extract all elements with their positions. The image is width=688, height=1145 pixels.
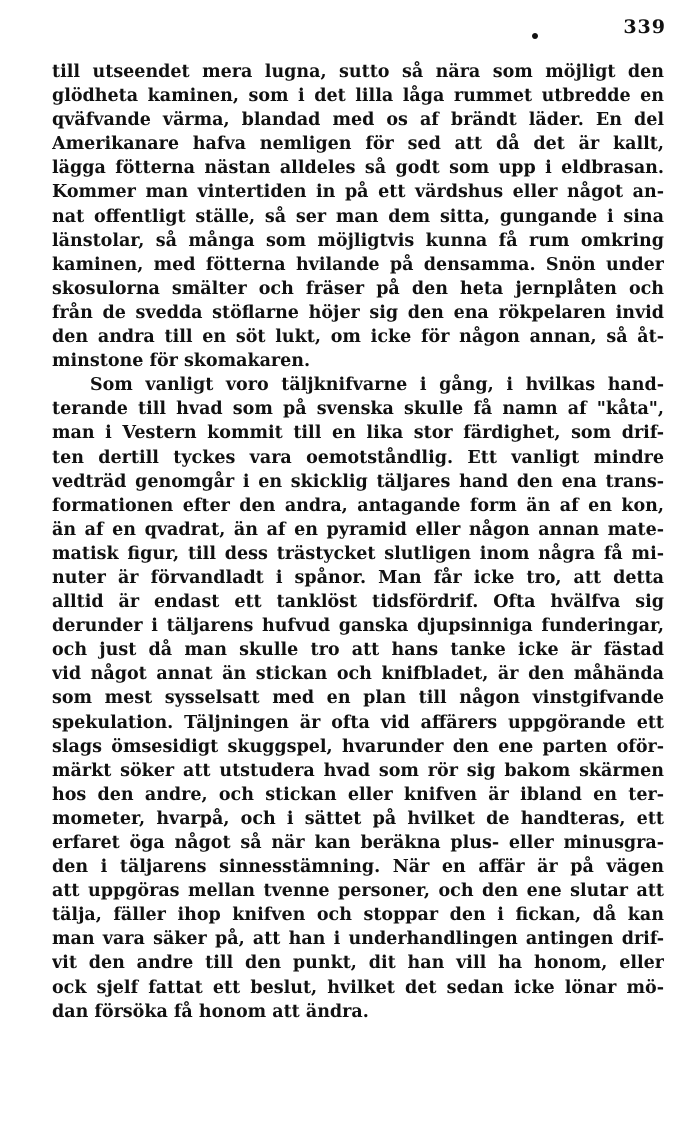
text-line: Kommer man vintertiden in på ett värdshus eller något an-: [52, 182, 664, 203]
text-line: man i Vestern kommit till en lika stor färdighet, som drif-: [52, 423, 664, 444]
text-line: mometer, hvarpå, och i sättet på hvilket de handteras, ett: [52, 808, 664, 829]
page-header: [54, 16, 666, 46]
text-line: hos den andre, och stickan eller knifven är ibland en ter-: [52, 784, 664, 805]
text-line: att uppgöras mellan tvenne personer, och den ene slutar att: [52, 881, 664, 902]
text-line: spekulation. Täljningen är ofta vid affärers uppgörande ett: [52, 712, 664, 733]
text-line: alltid är endast ett tanklöst tidsfördrif. Ofta hvälfva sig: [52, 592, 664, 613]
text-line: matisk figur, till dess trästycket slutligen inom några få mi-: [52, 543, 664, 564]
text-line: nuter är förvandladt i spånor. Man får icke tro, att detta: [52, 567, 664, 588]
text-line: ten dertill tyckes vara oemotståndlig. Ett vanligt mindre: [52, 447, 664, 468]
text-line: från de svedda stöflarne höjer sig den ena rökpelaren invid: [52, 302, 664, 323]
text-line: som mest sysselsatt med en plan till någon vinstgifvande: [52, 688, 664, 709]
text-line: nat offentligt ställe, så ser man dem sitta, gungande i sina: [52, 206, 664, 227]
text-line: terande till hvad som på svenska skulle få namn af "kåta",: [52, 399, 664, 420]
text-line: glödheta kaminen, som i det lilla låga rummet utbredde en: [52, 86, 664, 107]
text-line: man vara säker på, att han i underhandlingen antingen drif-: [52, 929, 664, 950]
text-line: erfaret öga något så när kan beräkna plus- eller minusgra-: [52, 833, 664, 853]
text-line: vid något annat än stickan och knifbladet, är den måhända: [52, 664, 664, 685]
body-text: [52, 60, 664, 1024]
text-line: vedträd genomgår i en skicklig täljares hand den ena trans-: [52, 471, 664, 492]
text-line: qväfvande värma, blandad med os af brändt läder. En del: [52, 110, 664, 131]
text-line: derunder i täljarens hufvud ganska djupsinniga funderingar,: [52, 616, 664, 637]
page-number: 339: [623, 16, 666, 38]
text-line: tälja, fäller ihop knifven och stoppar den i fickan, då kan: [52, 905, 664, 926]
text-line: lägga fötterna nästan alldeles så godt som upp i eldbrasan.: [52, 158, 664, 179]
text-line: Som vanligt voro täljknifvarne i gång, i hvilkas hand-: [90, 375, 664, 396]
text-line: minstone för skomakaren.: [52, 351, 311, 372]
text-line: dan försöka få honom att ändra.: [52, 1001, 369, 1022]
text-line: märkt söker att utstudera hvad som rör sig bakom skärmen: [52, 760, 664, 781]
text-line: skosulorna smälter och fräser på den heta jernplåten och: [52, 278, 664, 299]
text-line: Amerikanare hafva nemligen för sed att då det är kallt,: [52, 134, 664, 155]
text-line: vit den andre till den punkt, dit han vill ha honom, eller: [52, 953, 664, 974]
text-line: den i täljarens sinnesstämning. När en affär är på vägen: [52, 857, 664, 878]
text-line: ock sjelf fattat ett beslut, hvilket det sedan icke lönar mö-: [52, 977, 664, 998]
text-line: till utseendet mera lugna, sutto så nära som möjligt den: [52, 62, 664, 82]
ink-dot: [532, 33, 538, 39]
text-line: än af en qvadrat, än af en pyramid eller någon annan mate-: [52, 519, 664, 540]
text-line: slags ömsesidigt skuggspel, hvarunder den ene parten oför-: [52, 736, 664, 757]
text-line: kaminen, med fötterna hvilande på densamma. Snön under: [52, 254, 664, 275]
text-line: formationen efter den andra, antagande form än af en kon,: [52, 495, 664, 516]
text-line: och just då man skulle tro att hans tanke icke är fästad: [52, 640, 664, 661]
text-line: länstolar, så många som möjligtvis kunna få rum omkring: [52, 230, 664, 251]
text-line: den andra till en söt lukt, om icke för någon annan, så åt-: [52, 327, 664, 348]
